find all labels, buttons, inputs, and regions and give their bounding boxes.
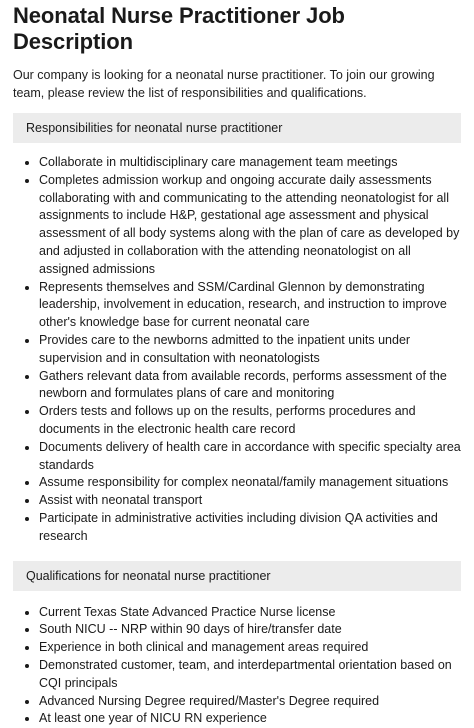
list-item: • Demonstrated customer, team, and interdepartmental orientation based on CQI principals bbox=[39, 657, 461, 693]
list-item: • South NICU -- NRP within 90 days of hire/transfer date bbox=[39, 621, 461, 639]
list-item: • Advanced Nursing Degree required/Master's Degree required bbox=[39, 693, 461, 711]
responsibilities-list bbox=[13, 154, 461, 546]
list-item: • Completes admission workup and ongoing accurate daily assessments collaborating with and communicating to the attending neonatologist for all assignments to include H&P, gestational age assessment and physical assessment of all body systems along with the plan of care as developed by and adjusted in collaboration with the attending neonatologist on all assigned admissions bbox=[39, 172, 461, 279]
list-item: • At least one year of NICU RN experience bbox=[39, 710, 461, 728]
list-item: • Orders tests and follows up on the results, performs procedures and documents in the electronic health care record bbox=[39, 403, 461, 439]
qualifications-heading: Qualifications for neonatal nurse practitioner bbox=[13, 561, 461, 591]
page-title: Neonatal Nurse Practitioner Job Description bbox=[13, 3, 345, 54]
list-item: • Collaborate in multidisciplinary care management team meetings bbox=[39, 154, 461, 172]
intro-paragraph: Our company is looking for a neonatal nurse practitioner. To join our growing team, please review the list of responsibilities and qualifications. bbox=[13, 68, 435, 100]
responsibilities-heading: Responsibilities for neonatal nurse practitioner bbox=[13, 113, 461, 143]
qualifications-list bbox=[13, 604, 461, 728]
list-item: • Participate in administrative activities including division QA activities and research bbox=[39, 510, 461, 546]
list-item: • Provides care to the newborns admitted to the inpatient units under supervision and in consultation with neonatologists bbox=[39, 332, 461, 368]
list-item: • Experience in both clinical and management areas required bbox=[39, 639, 461, 657]
list-item: • Documents delivery of health care in accordance with specific specialty area standards bbox=[39, 439, 461, 475]
list-item: • Gathers relevant data from available records, performs assessment of the newborn and formulates plans of care and monitoring bbox=[39, 368, 461, 404]
list-item: • Current Texas State Advanced Practice Nurse license bbox=[39, 604, 461, 622]
list-item: • Assume responsibility for complex neonatal/family management situations bbox=[39, 474, 461, 492]
list-item: • Represents themselves and SSM/Cardinal Glennon by demonstrating leadership, involvement in education, research, and instruction to improve other's knowledge base for current neonatal care bbox=[39, 279, 461, 332]
list-item: • Assist with neonatal transport bbox=[39, 492, 461, 510]
